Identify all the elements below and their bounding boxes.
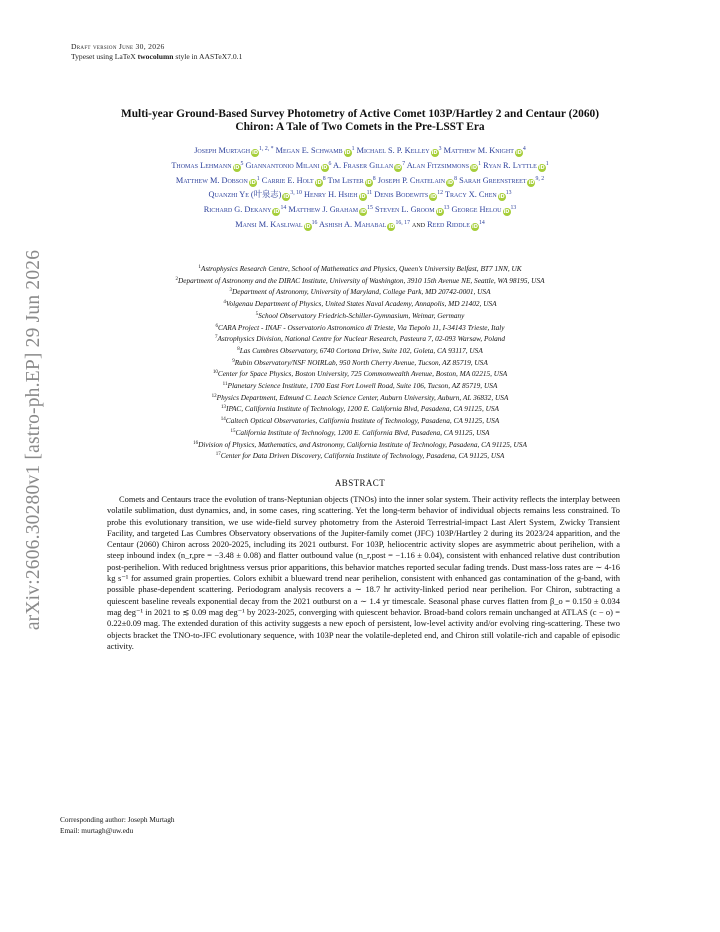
orcid-icon[interactable]: iD [273,209,280,216]
author-name[interactable]: Quanzhi Ye (叶泉志) [208,190,282,200]
author-affiliation-sup: 15 [367,205,373,212]
affiliation-item [60,427,660,439]
author-entry [276,146,355,155]
orcid-icon[interactable]: iD [447,179,454,186]
affiliation-text: Volgenau Department of Physics, United States Naval Academy, Annapolis, MD 21402, USA [225,299,497,309]
author-affiliation-sup: 16 [311,219,318,226]
affiliation-number: 3 [229,288,232,294]
author-name[interactable]: Mansi M. Kasliwal [235,219,303,229]
author-entry [304,190,372,199]
author-name[interactable]: Reed Riddle [427,219,470,229]
arxiv-identifier[interactable]: arXiv:2606.30280v1 [astro-ph.EP] 29 Jun 2026 [23,249,44,631]
affiliation-number: 6 [215,323,218,329]
author-name[interactable]: Denis Bodewits [374,190,429,200]
affiliation-text: Physics Department, Edmund C. Leach Science Center, Auburn University, Auburn, AL 36832, USA [216,392,509,402]
draft-version-line: Draft version June 30, 2026 [71,42,165,51]
corresponding-email[interactable]: Email: murtagh@uw.edu [60,826,134,835]
orcid-icon[interactable]: iD [359,194,366,201]
author-name[interactable]: Thomas Lehmann [171,160,232,170]
author-affiliation-sup: 5 [240,160,244,167]
author-entry [357,146,442,155]
affiliation-item [60,310,660,322]
orcid-icon[interactable]: iD [315,179,322,186]
author-name[interactable]: Matthew J. Graham [288,205,359,215]
author-name[interactable]: Tracy X. Chen [444,190,497,200]
affiliation-number: 4 [223,300,226,306]
author-name[interactable]: Matthew M. Dobson [175,175,248,185]
orcid-icon[interactable]: iD [430,194,437,201]
author-affiliation-sup: 8 [372,175,376,182]
author-entry [171,161,243,170]
affiliation-text: Las Cumbres Observatory, 6740 Cortona Drive, Suite 102, Goleta, CA 93117, USA [239,345,483,355]
affiliation-number: 7 [214,335,218,341]
author-name[interactable]: Giannantonio Milani [245,160,320,170]
typeset-line: Typeset using LaTeX twocolumn style in AASTeX7.0.1 [71,52,243,61]
affiliation-text: Department of Astronomy, University of Maryland, College Park, MD 20742-0001, USA [231,287,491,297]
affiliation-number: 2 [175,276,178,282]
orcid-icon[interactable]: iD [360,209,367,216]
affiliation-item [60,286,660,298]
author-name[interactable]: Matthew M. Knight [443,146,514,155]
orcid-icon[interactable]: iD [471,164,478,171]
author-name[interactable]: Richard G. Dekany [203,205,272,215]
author-entry [194,146,273,155]
affiliation-text: Center for Space Physics, Boston University, 725 Commonwealth Avenue, Boston, MA 02215, USA [217,369,508,379]
authors-and: and [409,219,428,229]
author-entry [288,205,373,214]
author-entry [204,205,287,214]
affiliation-number: 9 [232,358,235,364]
affiliation-number: 10 [212,370,218,376]
author-entry [375,205,449,214]
author-entry [407,161,481,170]
author-name[interactable]: Joseph Murtagh [194,146,251,155]
author-entry [333,161,405,170]
affiliation-item [60,368,660,380]
title-line-1: Multi-year Ground-Based Survey Photometry of Active Comet 103P/Hartley 2 and Centaur (2060) [120,108,600,120]
author-affiliation-sup: 7 [402,160,406,167]
affiliation-number: 14 [220,417,226,423]
affiliation-item [60,392,660,404]
affiliation-text: Planetary Science Institute, 1700 East Fort Lowell Road, Suite 106, Tucson, AZ 85719, USA [227,381,498,391]
author-name[interactable]: Tim Lister [327,175,364,185]
affiliation-item [60,380,660,392]
author-name[interactable]: Steven L. Groom [375,205,435,215]
affiliation-item [60,298,660,310]
affiliation-text: California Institute of Technology, 1200 E. California Blvd, Pasadena, CA 91125, USA [235,427,490,437]
affiliation-number: 17 [215,452,221,458]
affiliation-text: Department of Astronomy and the DIRAC Institute, University of Washington, 3910 15th Avenue NE, Seattle, WA 98195, USA [177,275,545,285]
author-name[interactable]: Alan Fitzsimmons [406,160,470,170]
affiliation-item [60,263,660,275]
author-affiliation-sup: 1 [351,146,355,152]
abstract-body: Comets and Centaurs trace the evolution of trans-Neptunian objects (TNOs) into the inner solar system. Their activity reflects the interplay between volatile sublimation, dust dynamics, and, in some cases, ring scattering. Yet the long-term behavior of individual objects remains less constrained. To probe this evolutionary transition, we use wide-field survey photometry from the Asteroid Terrestrial-impact Last Alert System, Zwicky Transient Facility, and targeted Las Cumbres Observatory observations of the Jupiter-family comet (JFC) 103P/Hartley 2 during its 2023/24 apparition, and the Centaur (2060) Chiron across 2020-2025, including its 2021 outburst. For 103P, heliocentric activity slopes are asymmetric about perihelion, with a steep inbound index (n_r,pre = −3.48 ± 0.08) and flatter outbound value (n_r,post = −1.16 ± 0.04), consistent with enhanced relative dust contribution post-perihelion. With reduced brightness versus prior apparitions, this behavior matches reported secular fading trends. Dust mass-loss rates are ∼ 4-16 kg s⁻¹ for assumed grain properties. Colors exhibit a blueward trend near perihelion, consistent with enhanced gas contamination of the g-band, with possible phase-dependent scattering. Periodogram analysis recovers a ∼ 18.7 hr activity-linked period near perihelion. For Chiron, subtracting a quiescent baseline reveals exponential decay from the 2021 outburst on a ∼ 1.4 yr timescale. Seasonal phase curves flatten from β_o = 0.150 ± 0.034 mag deg⁻¹ in 2021 to ≲ 0.09 mag deg⁻¹ by 2023-2025, converging with quiescent behavior. Broad-band colors remain unchanged at ATLAS (c − o) = 0.22±0.09 mag. The extended duration of this activity suggests a new epoch of persistent, low-level activity and/or evolving ring-scattering. These two objects bracket the TNO-to-JFC evolutionary sequence, with 103P near the volatile-depleted end, and Chiron still volatile-rich and capable of episodic activity. [107,494,620,651]
author-name[interactable]: A. Fraser Gillan [333,160,394,170]
author-list [60,143,660,232]
affiliation-text: Caltech Optical Observatories, California Institute of Technology, Pasadena, CA 91125, USA [225,416,500,426]
author-affiliation-sup: 1 [545,160,549,167]
author-affiliation-sup: 1 [256,175,260,182]
author-entry [374,190,443,199]
author-name[interactable]: Ryan R. Lyttle [483,160,537,170]
author-entry [444,146,526,155]
affiliation-item [60,322,660,334]
author-entry [235,220,317,229]
orcid-icon[interactable]: iD [388,223,395,230]
affiliation-number: 16 [193,440,199,446]
author-affiliation-sup: 13 [443,205,450,212]
author-affiliation-sup: 9, 2 [535,175,545,182]
author-affiliation-sup: 16, 17 [395,219,410,226]
author-entry [262,176,326,185]
orcid-icon[interactable]: iD [538,164,545,171]
orcid-icon[interactable]: iD [503,209,510,216]
abstract-heading: ABSTRACT [334,478,386,488]
affiliation-number: 5 [255,311,259,317]
orcid-icon[interactable]: iD [304,223,311,230]
orcid-icon[interactable]: iD [344,150,351,156]
author-affiliation-sup: 13 [505,190,512,197]
author-name[interactable]: Henry H. Hsieh [304,190,358,200]
affiliation-item [60,403,660,415]
affiliation-item [60,345,660,357]
orcid-icon[interactable]: iD [436,209,443,216]
affiliation-text: School Observatory Friedrich-Schiller-Gymnasium, Weimar, Germany [258,310,465,320]
affiliation-item [60,357,660,369]
orcid-icon[interactable]: iD [321,164,328,171]
author-name[interactable]: Ashish A. Mahabal [319,219,387,229]
affiliation-number: 8 [237,346,240,352]
affiliation-text: Division of Physics, Mathematics, and Astronomy, California Institute of Technology, Pasadena, CA 91125, USA [198,439,527,449]
author-name[interactable]: Sarah Greenstreet [459,175,527,185]
author-name[interactable]: Megan E. Schwamb [275,146,343,155]
orcid-icon[interactable]: iD [528,179,535,186]
correspondence [60,814,175,836]
author-name[interactable]: Carrie E. Holt [261,175,314,185]
orcid-icon[interactable]: iD [283,194,290,201]
orcid-icon[interactable]: iD [498,194,505,201]
affiliation-item [60,450,660,462]
author-affiliation-sup: 12 [437,190,443,197]
title-line-2: Chiron: A Tale of Two Comets in the Pre-LSST Era [235,121,485,133]
affiliation-text: Astrophysics Research Centre, School of Mathematics and Physics, Queen's University Belfast, BT7 1NN, UK [200,264,522,273]
orcid-icon[interactable]: iD [395,164,402,171]
author-affiliation-sup: 4 [522,146,526,152]
author-affiliation-sup: 13 [510,205,517,212]
orcid-icon[interactable]: iD [431,150,438,156]
affiliation-text: Center for Data Driven Discovery, California Institute of Technology, Pasadena, CA 91125, USA [220,451,505,461]
affiliation-item [60,333,660,345]
author-entry [328,176,376,185]
author-entry [176,176,260,185]
affiliation-number: 15 [230,428,236,434]
affiliation-text: CARA Project - INAF - Osservatorio Astronomico di Trieste, Via Tiepolo 11, I-34143 Trieste, Italy [217,322,505,332]
orcid-icon[interactable]: iD [472,223,478,230]
author-entry [451,205,516,214]
author-affiliation-sup: 11 [366,190,373,197]
corresponding-author: Corresponding author: Joseph Murtagh [60,815,175,824]
orcid-icon[interactable]: iD [252,150,258,156]
affiliation-number: 1 [198,265,201,270]
affiliation-item [60,275,660,287]
author-affiliation-sup: 14 [478,219,485,226]
author-affiliation-sup: 3, 10 [290,190,302,197]
author-entry [378,176,457,185]
author-affiliation-sup: 8 [322,175,326,182]
author-entry [427,220,485,229]
author-entry [459,176,544,185]
author-name[interactable]: George Helou [451,205,502,215]
author-entry [483,161,549,170]
affiliation-number: 11 [222,382,228,388]
author-name[interactable]: Joseph P. Chatelain [377,175,446,185]
author-entry [246,161,332,170]
paper-title [60,108,660,134]
orcid-icon[interactable]: iD [365,179,372,186]
author-affiliation-sup: 14 [280,205,287,212]
affiliation-list [60,263,660,462]
arxiv-sidebar [14,210,54,670]
author-affiliation-sup: 6 [328,160,332,167]
author-entry [445,190,512,199]
affiliation-text: IPAC, California Institute of Technology, 1200 E. California Blvd, Pasadena, CA 91125, USA [226,404,499,414]
author-affiliation-sup: 3 [438,146,442,152]
latex-logo: LaTeX [114,52,136,61]
author-affiliation-sup: 1, 2, * [259,146,274,152]
author-entry [319,220,410,229]
orcid-icon[interactable]: iD [233,164,240,171]
affiliation-item [60,415,660,427]
preprint-header [71,42,242,62]
orcid-icon[interactable]: iD [515,150,522,156]
author-affiliation-sup: 8 [454,175,458,182]
affiliation-text: Rubin Observatory/NSF NOIRLab, 950 North Cherry Avenue, Tucson, AZ 85719, USA [234,357,488,367]
affiliation-number: 13 [221,405,227,411]
author-affiliation-sup: 1 [478,160,481,167]
affiliation-text: Astrophysics Division, National Centre for Nuclear Research, Pasteura 7, 02-093 Warsaw, Poland [217,334,506,344]
affiliation-item [60,439,660,451]
author-entry [208,190,302,199]
affiliation-number: 12 [211,393,217,399]
author-name[interactable]: Michael S. P. Kelley [356,146,430,155]
orcid-icon[interactable]: iD [249,179,256,186]
